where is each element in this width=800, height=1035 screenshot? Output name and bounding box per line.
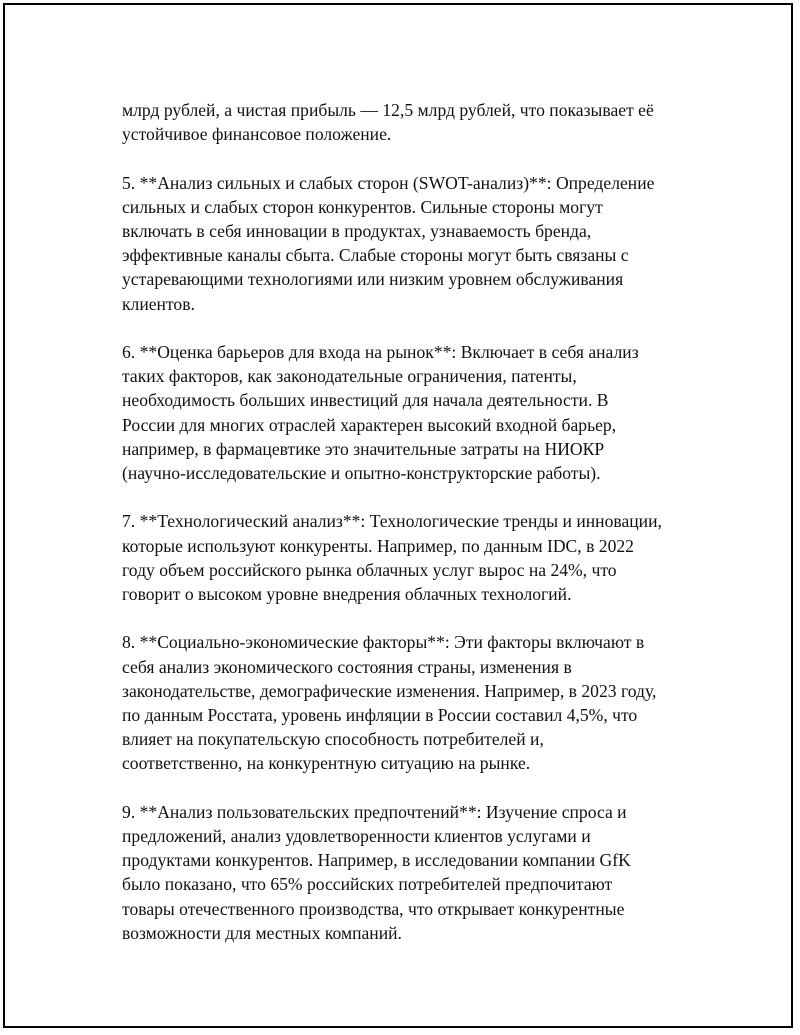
paragraph-item-8: 8. **Социально-экономические факторы**: Эти факторы включают в себя анализ экономического состояния страны, изменения в законодательстве, демографические изменения. Например, в 2023 году, по данным Росстата, уровень инфляции в России составил 4,5%, что влияет на покупательскую способность потребителей и, соответственно, на конкурентную ситуацию на рынке. bbox=[122, 632, 657, 774]
paragraph-item-9: 9. **Анализ пользовательских предпочтений**: Изучение спроса и предложений, анализ удовлетворенности клиентов услугами и продуктами конкурентов. Например, в исследовании компании GfK было показано, что 65% российских потребителей предпочитают товары отечественного производства, что открывает конкурентные возможности для местных компаний. bbox=[122, 801, 631, 943]
paragraph-continuation: млрд рублей, а чистая прибыль — 12,5 млрд рублей, что показывает её устойчивое финансовое положение. bbox=[122, 100, 654, 145]
page-frame bbox=[3, 3, 793, 1028]
page-content bbox=[122, 98, 702, 969]
paragraph-item-5: 5. **Анализ сильных и слабых сторон (SWOT-анализ)**: Определение сильных и слабых сторон конкурентов. Сильные стороны могут включать в себя инновации в продуктах, узнаваемость бренда, эффективные каналы сбыта. Слабые стороны могут быть связаны с устаревающими технологиями или низким уровнем обслуживания клиентов. bbox=[122, 172, 655, 314]
paragraph-item-6: 6. **Оценка барьеров для входа на рынок**: Включает в себя анализ таких факторов, как законодательные ограничения, патенты, необходимость больших инвестиций для начала деятельности. В России для многих отраслей характерен высокий входной барьер, например, в фармацевтике это значительные затраты на НИОКР (научно-исследовательские и опытно-конструкторские работы). bbox=[122, 342, 639, 484]
paragraph-item-7: 7. **Технологический анализ**: Технологические тренды и инновации, которые используют конкуренты. Например, по данным IDC, в 2022 году объем российского рынка облачных услуг вырос на 24%, что говорит о высоком уровне внедрения облачных технологий. bbox=[122, 511, 662, 605]
